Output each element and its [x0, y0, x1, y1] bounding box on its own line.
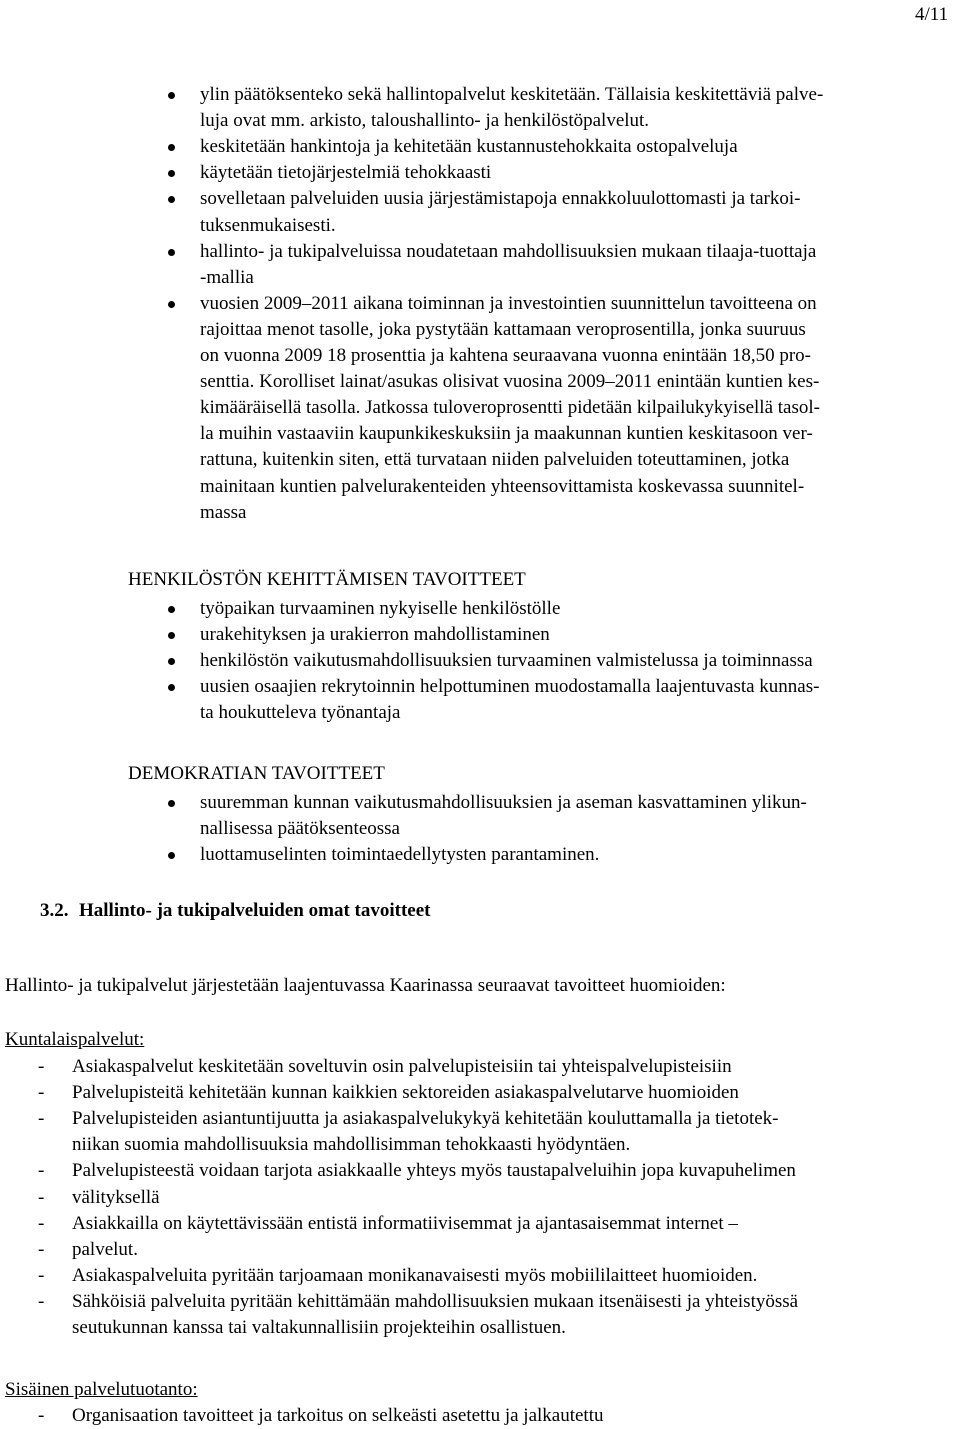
dash-marker: -	[38, 1056, 45, 1077]
list-item-line: kimääräisellä tasolla. Jatkossa tuloveroprosentti pidetään kilpailukykyisellä tasol-	[200, 397, 820, 419]
list-item-line: luottamuselinten toimintaedellytysten parantaminen.	[200, 844, 600, 866]
bullet-icon	[168, 606, 175, 613]
list-item-line: urakehityksen ja urakierron mahdollistaminen	[200, 624, 550, 646]
list-item-line: on vuonna 2009 18 prosenttia ja kahtena seuraavana vuonna enintään 18,50 pro-	[200, 345, 811, 366]
demokratia-heading: DEMOKRATIAN TAVOITTEET	[128, 763, 385, 784]
dash-marker: -	[38, 1238, 45, 1260]
list-item-line: luja ovat mm. arkisto, taloushallinto- ja henkilöstöpalvelut.	[200, 110, 650, 132]
sisainen-heading: Sisäinen palvelutuotanto:	[5, 1379, 198, 1400]
list-item-line: Organisaation tavoitteet ja tarkoitus on selkeästi asetettu ja jalkautettu	[72, 1405, 604, 1426]
list-item-line: työpaikan turvaaminen nykyiselle henkilöstölle	[200, 598, 561, 619]
list-item-line: suuremman kunnan vaikutusmahdollisuuksien ja aseman kasvattaminen ylikun-	[200, 792, 807, 813]
bullet-icon	[168, 800, 175, 807]
page-number: 4/11	[915, 4, 949, 25]
list-item-line: Palvelupisteestä voidaan tarjota asiakkaalle yhteys myös taustapalveluihin jopa kuvapuhelimen	[72, 1160, 796, 1182]
list-item-line: ta houkutteleva työnantaja	[200, 702, 401, 724]
list-item-line: välityksellä	[72, 1186, 160, 1208]
list-item-line: Sähköisiä palveluita pyritään kehittämään mahdollisuuksien mukaan itsenäisesti ja yhteistyössä	[72, 1290, 799, 1312]
bullet-icon	[168, 632, 175, 639]
list-item-line: Asiakaspalveluita pyritään tarjoamaan monikanavaisesti myös mobiililaitteet huomioiden.	[72, 1264, 758, 1286]
bullet-icon	[168, 852, 175, 859]
bullet-icon	[168, 92, 175, 99]
bullet-icon	[168, 170, 175, 177]
dash-marker: -	[38, 1264, 45, 1286]
list-item-line: Asiakaspalvelut keskitetään soveltuvin osin palvelupisteisiin tai yhteispalvelupisteisiin	[72, 1056, 732, 1077]
bullet-icon	[168, 658, 175, 665]
bullet-icon	[168, 684, 175, 691]
dash-marker: -	[38, 1405, 45, 1426]
dash-marker: -	[38, 1160, 45, 1182]
list-item-line: vuosien 2009–2011 aikana toiminnan ja investointien suunnittelun tavoitteena on	[200, 292, 817, 314]
list-item-line: käytetään tietojärjestelmiä tehokkaasti	[200, 162, 492, 184]
list-item-line: ylin päätöksenteko sekä hallintopalvelut keskitetään. Tällaisia keskitettäviä palve-	[200, 84, 824, 105]
bullet-icon	[168, 301, 175, 308]
list-item-line: sovelletaan palveluiden uusia järjestämistapoja ennakkoluulottomasti ja tarkoi-	[200, 188, 801, 210]
bullet-icon	[168, 144, 175, 151]
list-item-line: uusien osaajien rekrytoinnin helpottuminen muodostamalla laajentuvasta kunnas-	[200, 676, 820, 698]
list-item-line: nallisessa päätöksenteossa	[200, 818, 400, 840]
dash-marker: -	[38, 1290, 45, 1312]
list-item-line: Palvelupisteitä kehitetään kunnan kaikkien sektoreiden asiakaspalvelutarve huomioiden	[72, 1082, 739, 1104]
list-item-line: palvelut.	[72, 1238, 138, 1260]
section-number: 3.2.	[40, 900, 69, 921]
list-item-line: seutukunnan kanssa tai valtakunnallisiin projekteihin osallistuen.	[72, 1317, 566, 1338]
dash-marker: -	[38, 1082, 45, 1104]
list-item-line: senttia. Korolliset lainat/asukas olisivat vuosina 2009–2011 enintään kuntien kes-	[200, 371, 820, 393]
list-item-line: hallinto- ja tukipalveluissa noudatetaan mahdollisuuksien mukaan tilaaja-tuottaja	[200, 240, 817, 262]
list-item-line: Asiakkailla on käytettävissään entistä informatiivisemmat ja ajantasaisemmat internet –	[72, 1212, 738, 1234]
dash-marker: -	[38, 1212, 45, 1234]
dash-marker: -	[38, 1186, 45, 1208]
list-item-line: mainitaan kuntien palvelurakenteiden yhteensovittamista koskevassa suunnitel-	[200, 475, 805, 497]
list-item-line: rajoittaa menot tasolle, joka pystytään kattamaan veroprosentilla, jonka suuruus	[200, 318, 806, 340]
list-item-line: keskitetään hankintoja ja kehitetään kustannustehokkaita ostopalveluja	[200, 136, 738, 158]
section-title: Hallinto- ja tukipalveluiden omat tavoitteet	[79, 900, 431, 921]
list-item-line: massa	[200, 501, 247, 523]
list-item-line: rattuna, kuitenkin siten, että turvataan niiden palveluiden toteuttaminen, jotka	[200, 449, 790, 471]
list-item-line: henkilöstön vaikutusmahdollisuuksien turvaaminen valmistelussa ja toiminnassa	[200, 650, 813, 672]
dash-marker: -	[38, 1108, 45, 1130]
list-item-line: -mallia	[200, 266, 254, 288]
intro-paragraph: Hallinto- ja tukipalvelut järjestetään laajentuvassa Kaarinassa seuraavat tavoitteet huomioiden:	[5, 975, 726, 996]
list-item-line: tuksenmukaisesti.	[200, 214, 336, 236]
list-item-line: Palvelupisteiden asiantuntijuutta ja asiakaspalvelukykyä kehitetään kouluttamalla ja tietotek-	[72, 1108, 779, 1130]
henkilosto-heading: HENKILÖSTÖN KEHITTÄMISEN TAVOITTEET	[128, 569, 526, 590]
list-item-line: la muihin vastaaviin kaupunkikeskuksiin ja maakunnan kuntien keskitasoon ver-	[200, 423, 813, 445]
bullet-icon	[168, 196, 175, 203]
list-item-line: niikan suomia mahdollisuuksia mahdollisimman tehokkaasti hyödyntäen.	[72, 1134, 631, 1156]
kuntalaispalvelut-heading: Kuntalaispalvelut:	[5, 1029, 145, 1050]
bullet-icon	[168, 249, 175, 256]
